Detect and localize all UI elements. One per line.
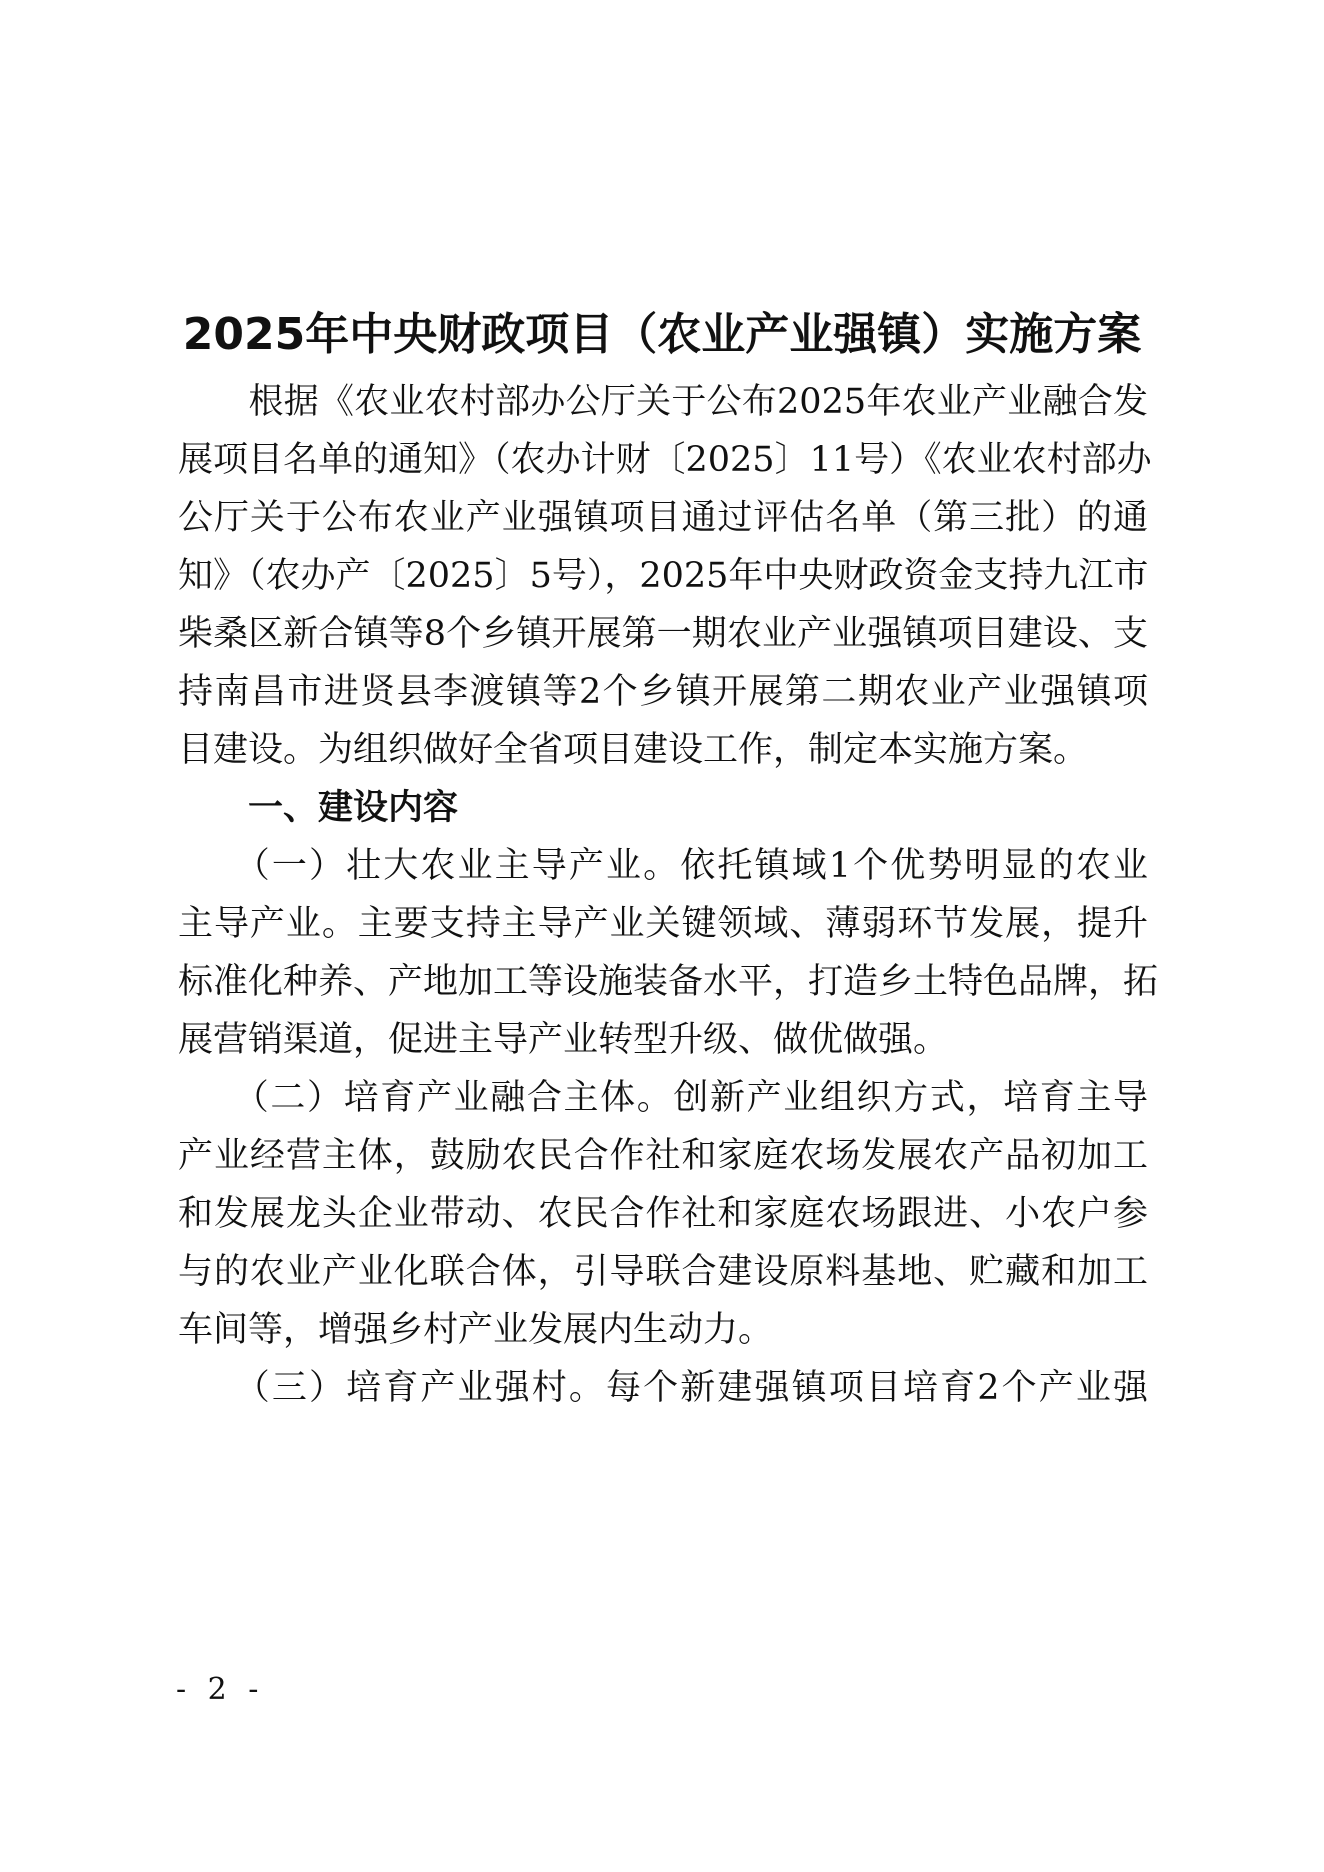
- text-line: （二）培育产业融合主体。创新产业组织方式，培育主导: [178, 1078, 1148, 1118]
- text-line: 公厅关于公布农业产业强镇项目通过评估名单（第三批）的通: [178, 498, 1148, 538]
- section-heading: 一、建设内容: [178, 788, 459, 828]
- text-line: 主导产业。主要支持主导产业关键领域、薄弱环节发展，提升: [178, 904, 1148, 944]
- text-line: 展项目名单的通知》（农办计财〔2025〕11号）《农业农村部办: [178, 440, 1152, 480]
- text-line: 知》（农办产〔2025〕5号），2025年中央财政资金支持九江市: [178, 556, 1149, 596]
- text-line: 目建设。为组织做好全省项目建设工作，制定本实施方案。: [178, 730, 1089, 770]
- text-line: （一）壮大农业主导产业。依托镇域1个优势明显的农业: [178, 846, 1148, 886]
- text-line: （三）培育产业强村。每个新建强镇项目培育2个产业强: [178, 1368, 1148, 1408]
- text-line: 车间等，增强乡村产业发展内生动力。: [178, 1310, 774, 1350]
- text-line: 持南昌市进贤县李渡镇等2个乡镇开展第二期农业产业强镇项: [178, 672, 1148, 712]
- text-line: 和发展龙头企业带动、农民合作社和家庭农场跟进、小农户参: [178, 1194, 1148, 1234]
- text-line: 根据《农业农村部办公厅关于公布2025年农业产业融合发: [178, 382, 1148, 422]
- text-line: 展营销渠道，促进主导产业转型升级、做优做强。: [178, 1020, 949, 1060]
- text-line: 与的农业产业化联合体，引导联合建设原料基地、贮藏和加工: [178, 1252, 1148, 1292]
- text-line: 产业经营主体，鼓励农民合作社和家庭农场发展农产品初加工: [178, 1136, 1148, 1176]
- page-number: - 2 -: [176, 1672, 265, 1707]
- page-title: 2025年中央财政项目（农业产业强镇）实施方案: [182, 309, 1142, 360]
- text-line: 柴桑区新合镇等8个乡镇开展第一期农业产业强镇项目建设、支: [178, 614, 1148, 654]
- text-line: 标准化种养、产地加工等设施装备水平，打造乡土特色品牌，拓: [178, 962, 1159, 1002]
